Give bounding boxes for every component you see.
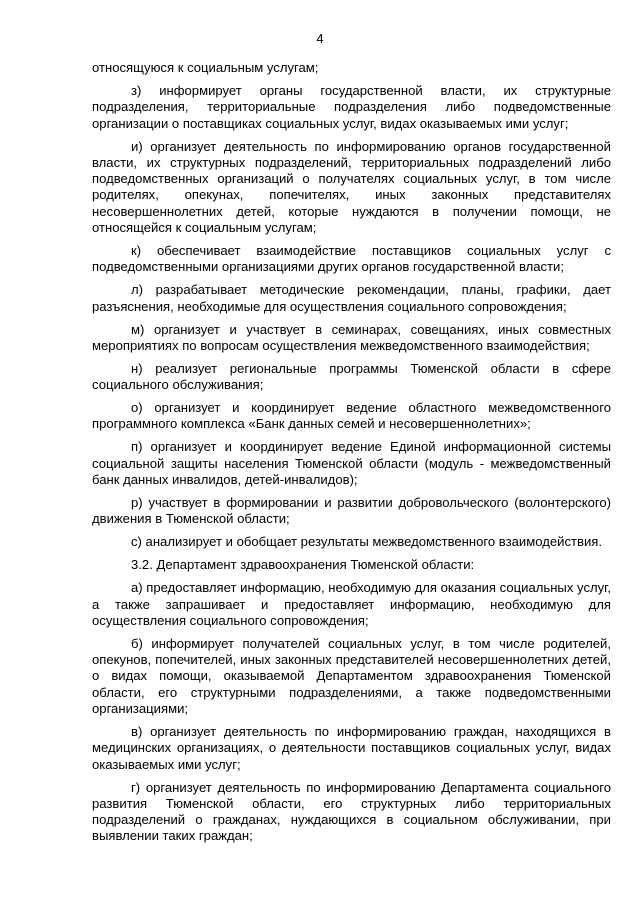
paragraph-item-b: б) информирует получателей социальных услуг, в том числе родителей, опекунов, попечителей, иных законных представителей несовершеннолетних детей, о видах помощи, оказываемой Департаментом здравоохранения Тюменской области, его структурными подразделениями, а также подведомственными организациями;: [92, 635, 611, 717]
paragraph-item-p: п) организует и координирует ведение Единой информационной системы социальной защиты населения Тюменской области (модуль - межведомственный банк данных инвалидов, детей-инвалидов);: [92, 439, 611, 488]
page-number: 4: [316, 31, 324, 46]
paragraph-item-z: з) информирует органы государственной власти, их структурные подразделения, территориальные подразделения либо подведомственные организации о поставщиках социальных услуг, видах оказываемых ими услуг;: [92, 82, 611, 131]
document-body: [92, 60, 611, 851]
paragraph-item-v: в) организует деятельность по информированию граждан, находящихся в медицинских организациях, о деятельности поставщиков социальных услуг, видах оказываемых ими услуг;: [92, 724, 611, 772]
paragraph-item-o: о) организует и координирует ведение областного межведомственного программного комплекса «Банк данных семей и несовершеннолетних»;: [92, 400, 611, 432]
paragraph-item-n: н) реализует региональные программы Тюменской области в сфере социального обслуживания;: [92, 360, 611, 393]
section-heading-3-2: 3.2. Департамент здравоохранения Тюменской области:: [131, 557, 475, 573]
paragraph-item-r: р) участвует в формировании и развитии добровольческого (волонтерского) движения в Тюменской области;: [92, 495, 611, 527]
paragraph-continuation: относящуюся к социальным услугам;: [92, 60, 319, 75]
paragraph-item-l: л) разрабатывает методические рекомендации, планы, графики, дает разъяснения, необходимые для осуществления социального сопровождения;: [92, 282, 611, 314]
paragraph-item-m: м) организует и участвует в семинарах, совещаниях, иных совместных мероприятиях по вопросам осуществления межведомственного взаимодействия;: [92, 321, 611, 353]
paragraph-item-k: к) обеспечивает взаимодействие поставщиков социальных услуг с подведомственными организациями других органов государственной власти;: [92, 243, 611, 275]
paragraph-item-g: г) организует деятельность по информированию Департамента социального развития Тюменской области, его структурных либо территориальных подразделений о гражданах, нуждающихся в социальном обслуживании, при выявлении таких граждан;: [92, 779, 611, 844]
paragraph-item-i: и) организует деятельность по информированию органов государственной власти, их структурных подразделений, территориальных подразделений либо подведомственных организаций о получателях социальных услуг, в том числе родителях, опекунах, попечителях, иных законных представителях несовершеннолетних детей, которые нуждаются в получении помощи, не относящейся к социальным услугам;: [92, 138, 611, 236]
paragraph-item-s: с) анализирует и обобщает результаты межведомственного взаимодействия.: [131, 534, 602, 550]
paragraph-item-a: а) предоставляет информацию, необходимую для оказания социальных услуг, а также запрашивает и предоставляет информацию, необходимую для осуществления социального сопровождения;: [92, 580, 611, 628]
